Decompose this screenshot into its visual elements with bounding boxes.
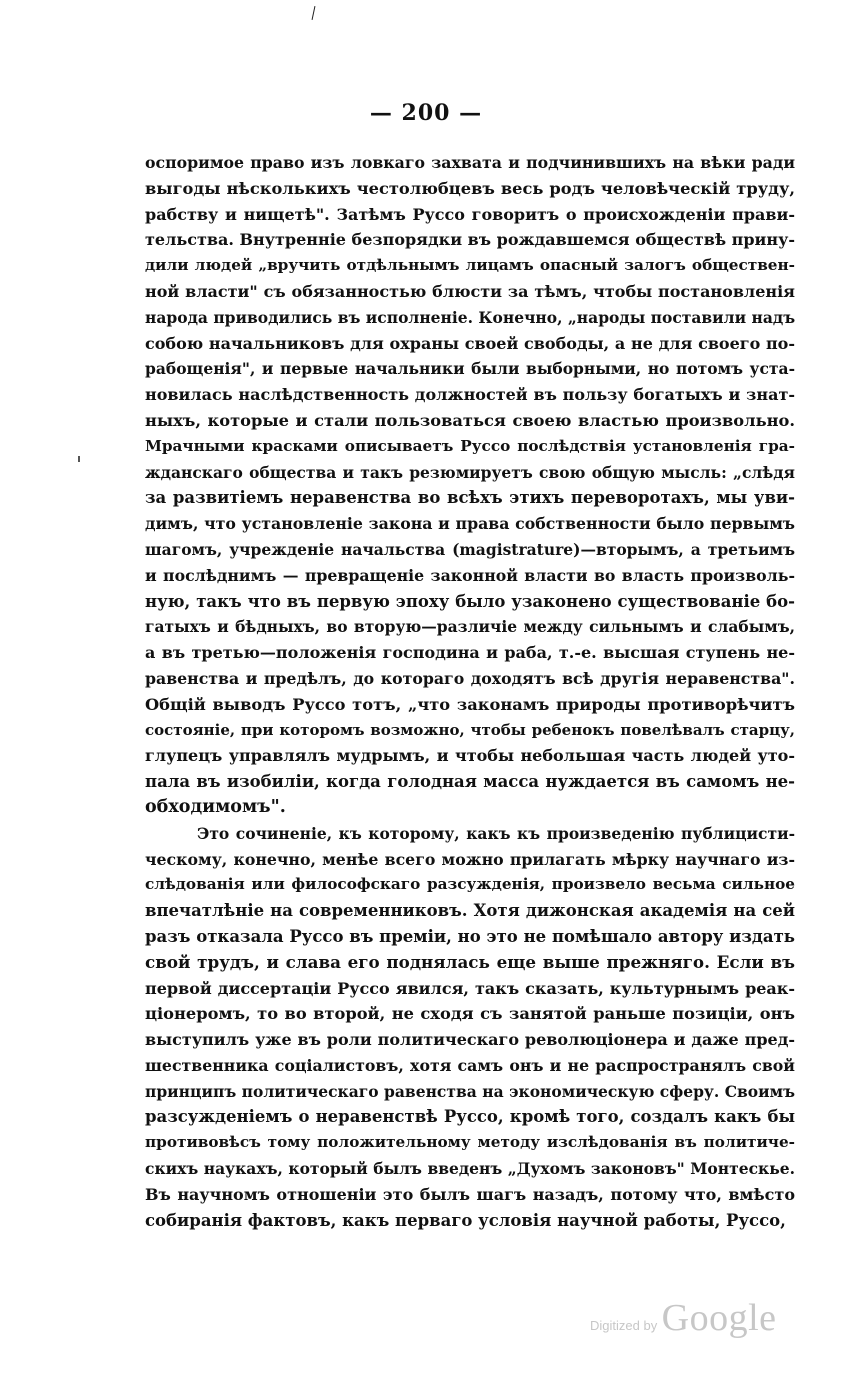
text-line: ной власти" съ обязанностью блюсти за тѣмъ, чтобы постановленія xyxy=(145,281,795,301)
text-line: Мрачными красками описываетъ Руссо послѣдствія установленія гра- xyxy=(145,436,795,455)
text-line: собою начальниковъ для охраны своей свободы, а не для своего по- xyxy=(145,333,795,353)
stray-tick xyxy=(78,456,80,462)
text-line: глупецъ управлялъ мудрымъ, и чтобы небольшая часть людей уто- xyxy=(145,746,795,766)
text-line: ную, такъ что въ первую эпоху было узаконено существованіе бо- xyxy=(145,591,795,611)
text-line: димъ, что установленіе закона и права собственности было первымъ xyxy=(145,514,795,534)
text-line: собиранія фактовъ, какъ перваго условія научной работы, Руссо, xyxy=(145,1210,786,1230)
text-line: дили людей „вручить отдѣльнымъ лицамъ опасный залогъ обществен- xyxy=(145,256,795,275)
text-line: скихъ наукахъ, который былъ введенъ „Духомъ законовъ" Монтескье. xyxy=(145,1159,795,1179)
text-line: Въ научномъ отношеніи это былъ шагъ назадъ, потому что, вмѣсто xyxy=(145,1184,795,1204)
text-line: слѣдованія или философскаго разсужденія, произвело весьма сильное xyxy=(145,875,795,894)
text-line: состояніе, при которомъ возможно, чтобы ребенокъ повелѣвалъ старцу, xyxy=(145,720,795,739)
text-line: жданскаго общества и такъ резюмируетъ свою общую мысль: „слѣдя xyxy=(145,462,795,482)
text-line: рабощенія", и первые начальники были выборными, но потомъ уста- xyxy=(145,359,795,379)
text-line: ческому, конечно, менѣе всего можно прилагать мѣрку научнаго из- xyxy=(145,849,795,869)
text-line: за развитіемъ неравенства во всѣхъ этихъ переворотахъ, мы уви- xyxy=(145,488,795,508)
text-line: рабству и нищетѣ". Затѣмъ Руссо говоритъ о происхожденіи прави- xyxy=(145,204,795,224)
text-line: шагомъ, учрежденіе начальства (magistrature)—вторымъ, а третьимъ xyxy=(145,539,795,559)
stray-mark xyxy=(312,6,316,20)
text-line: Это сочиненіе, къ которому, какъ къ произведенію публицисти- xyxy=(197,823,795,843)
watermark-prefix: Digitized by xyxy=(590,1318,658,1333)
digitized-by-google-watermark xyxy=(590,1296,777,1340)
text-line: равенства и предѣлъ, до котораго доходятъ всѣ другія неравенства". xyxy=(145,668,795,688)
google-logo: Google xyxy=(661,1297,777,1339)
text-line: пала въ изобиліи, когда голодная масса нуждается въ самомъ не- xyxy=(145,772,795,792)
paragraph xyxy=(145,150,795,821)
text-line: выступилъ уже въ роли политическаго революціонера и даже пред- xyxy=(145,1030,795,1050)
text-line: обходимомъ". xyxy=(145,796,286,817)
text-line: Общій выводъ Руссо тотъ, „что законамъ природы противорѣчитъ xyxy=(145,694,795,714)
text-line: новилась наслѣдственность должностей въ пользу богатыхъ и знат- xyxy=(145,385,795,405)
text-line: разъ отказала Руссо въ преміи, но это не помѣшало автору издать xyxy=(145,926,795,946)
text-line: принципъ политическаго равенства на экономическую сферу. Своимъ xyxy=(145,1081,795,1101)
paragraph xyxy=(145,821,795,1234)
text-line: противовѣсъ тому положительному методу изслѣдованія въ политиче- xyxy=(145,1133,795,1152)
body-text xyxy=(145,150,795,1233)
text-line: тельства. Внутренніе безпорядки въ рождавшемся обществѣ прину- xyxy=(145,230,795,250)
text-line: впечатлѣніе на современниковъ. Хотя дижонская академія на сей xyxy=(145,901,795,921)
text-line: разсужденіемъ о неравенствѣ Руссо, кромѣ того, создалъ какъ бы xyxy=(145,1107,795,1127)
text-line: первой диссертаціи Руссо явился, такъ сказать, культурнымъ реак- xyxy=(145,978,795,998)
text-line: оспоримое право изъ ловкаго захвата и подчинившихъ на вѣки ради xyxy=(145,153,795,172)
text-line: а въ третью—положенія господина и раба, т.-е. высшая ступень не- xyxy=(145,643,795,663)
text-line: свой трудъ, и слава его поднялась еще выше прежняго. Если въ xyxy=(145,951,795,972)
text-line: и послѣднимъ — превращеніе законной власти во власть произволь- xyxy=(145,565,795,585)
text-line: выгоды нѣсколькихъ честолюбцевъ весь родъ человѣческій труду, xyxy=(145,178,795,198)
text-line: народа приводились въ исполненіе. Конечно, „народы поставили надъ xyxy=(145,307,796,327)
page-number: — 200 — xyxy=(369,100,483,126)
text-line: шественника соціалистовъ, хотя самъ онъ и не распространялъ свой xyxy=(145,1055,795,1075)
text-line: ціонеромъ, то во второй, не сходя съ занятой раньше позиціи, онъ xyxy=(145,1004,795,1024)
text-line: ныхъ, которые и стали пользоваться своею властью произвольно. xyxy=(145,410,795,430)
text-line: гатыхъ и бѣдныхъ, во вторую—различіе между сильнымъ и слабымъ, xyxy=(145,617,795,637)
